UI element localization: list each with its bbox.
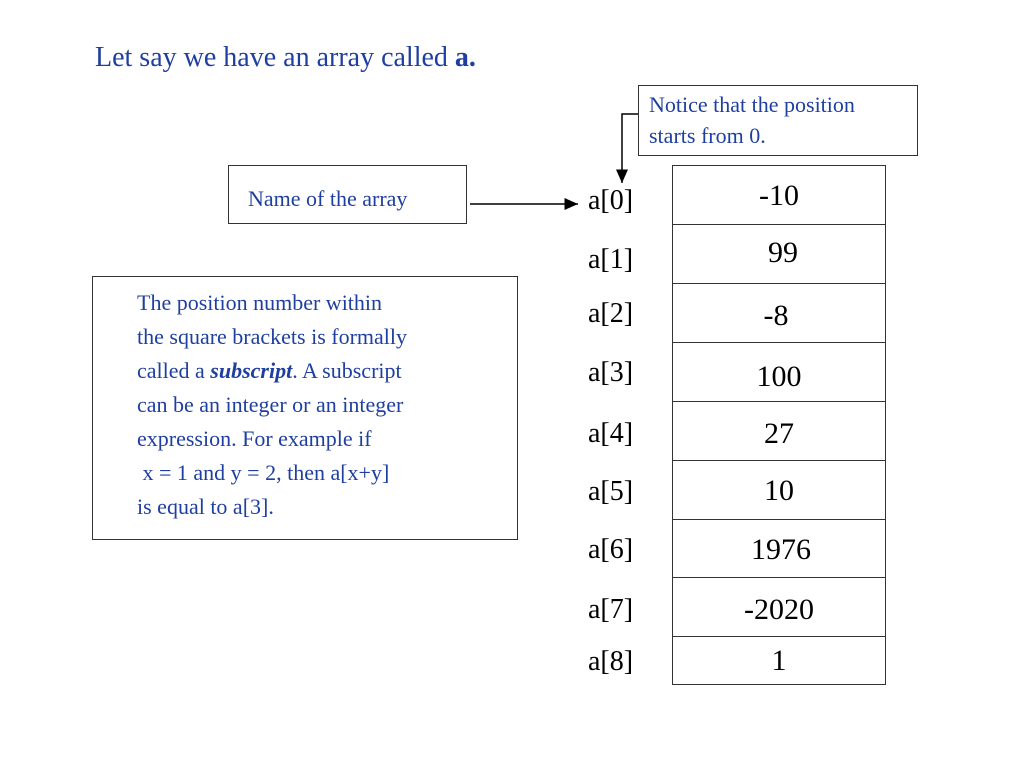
- title-array-name: a.: [454, 42, 476, 73]
- array-value-6: 1976: [751, 533, 811, 566]
- array-value-4: 27: [764, 417, 794, 450]
- subscript-line-4: can be an integer or an integer: [137, 392, 404, 417]
- array-index-0: a[0]: [588, 185, 634, 216]
- subscript-line-5: expression. For example if: [137, 426, 372, 451]
- notice-line-1: Notice that the position: [649, 92, 855, 117]
- notice-arrow: [622, 114, 638, 183]
- notice-line-2: starts from 0.: [649, 123, 766, 148]
- subscript-line-7: is equal to a[3].: [137, 494, 274, 519]
- array-value-8: 1: [771, 644, 787, 677]
- array-index-2: a[2]: [588, 298, 634, 329]
- subscript-term: subscript: [210, 358, 293, 383]
- subscript-line-2: the square brackets is formally: [137, 324, 408, 349]
- array-index-8: a[8]: [588, 646, 634, 677]
- array-value-3: 100: [756, 360, 802, 393]
- array-value-5: 10: [764, 474, 794, 507]
- title-text: Let say we have an array called: [95, 42, 455, 73]
- array-index-1: a[1]: [588, 244, 634, 275]
- array-value-7: -2020: [744, 593, 814, 626]
- subscript-line-1: The position number within: [137, 290, 383, 315]
- array-index-6: a[6]: [588, 534, 634, 565]
- array-index-3: a[3]: [588, 357, 634, 388]
- array-index-7: a[7]: [588, 594, 634, 625]
- subscript-line-3-prefix: called a: [137, 358, 211, 383]
- array-value-0: -10: [759, 179, 799, 212]
- array-index-4: a[4]: [588, 418, 634, 449]
- array-value-1: 99: [768, 236, 798, 269]
- array-index-5: a[5]: [588, 476, 634, 507]
- array-name-label: Name of the array: [248, 186, 408, 211]
- subscript-line-3-suffix: . A subscript: [292, 358, 402, 383]
- subscript-line-6: x = 1 and y = 2, then a[x+y]: [137, 460, 390, 485]
- array-value-2: -8: [763, 299, 789, 332]
